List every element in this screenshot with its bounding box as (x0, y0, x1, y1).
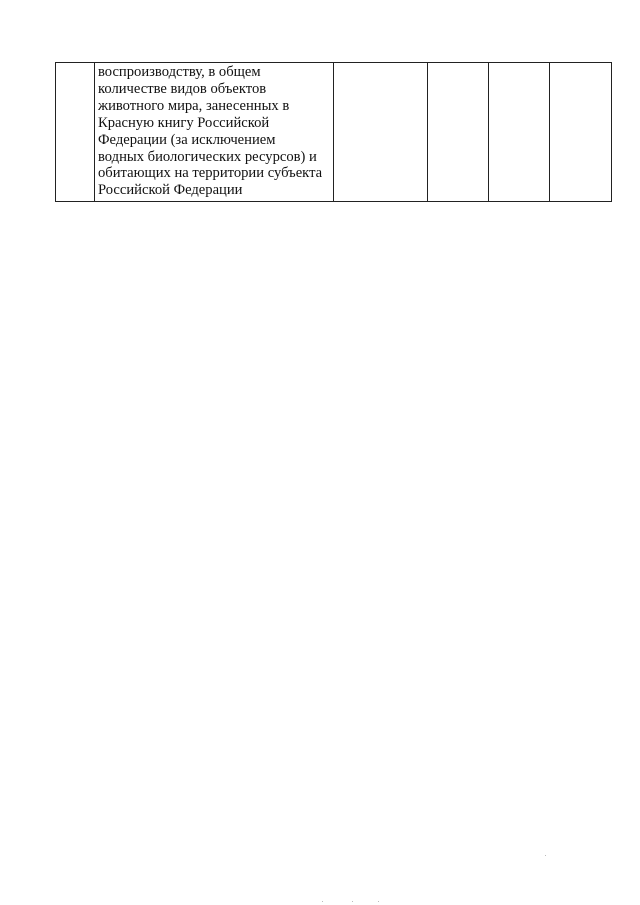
table-row (56, 63, 612, 202)
value-cell-3 (489, 63, 550, 202)
indicator-description-text: воспроизводству, в общем количестве видов объектов животного мира, занесенных в Красную книгу Российской Федерации (за исключением водных биологических ресурсов) и обитающих на территории субъекта Российской Федерации (98, 64, 323, 199)
indicator-table (55, 62, 612, 202)
scan-speck (378, 901, 379, 902)
value-cell-1 (334, 63, 428, 202)
scan-speck (545, 855, 546, 856)
scan-speck (322, 901, 323, 902)
value-cell-2 (428, 63, 489, 202)
indicator-description-cell (95, 63, 334, 202)
value-cell-4 (550, 63, 612, 202)
row-number-cell (56, 63, 95, 202)
scan-speck (352, 901, 353, 902)
